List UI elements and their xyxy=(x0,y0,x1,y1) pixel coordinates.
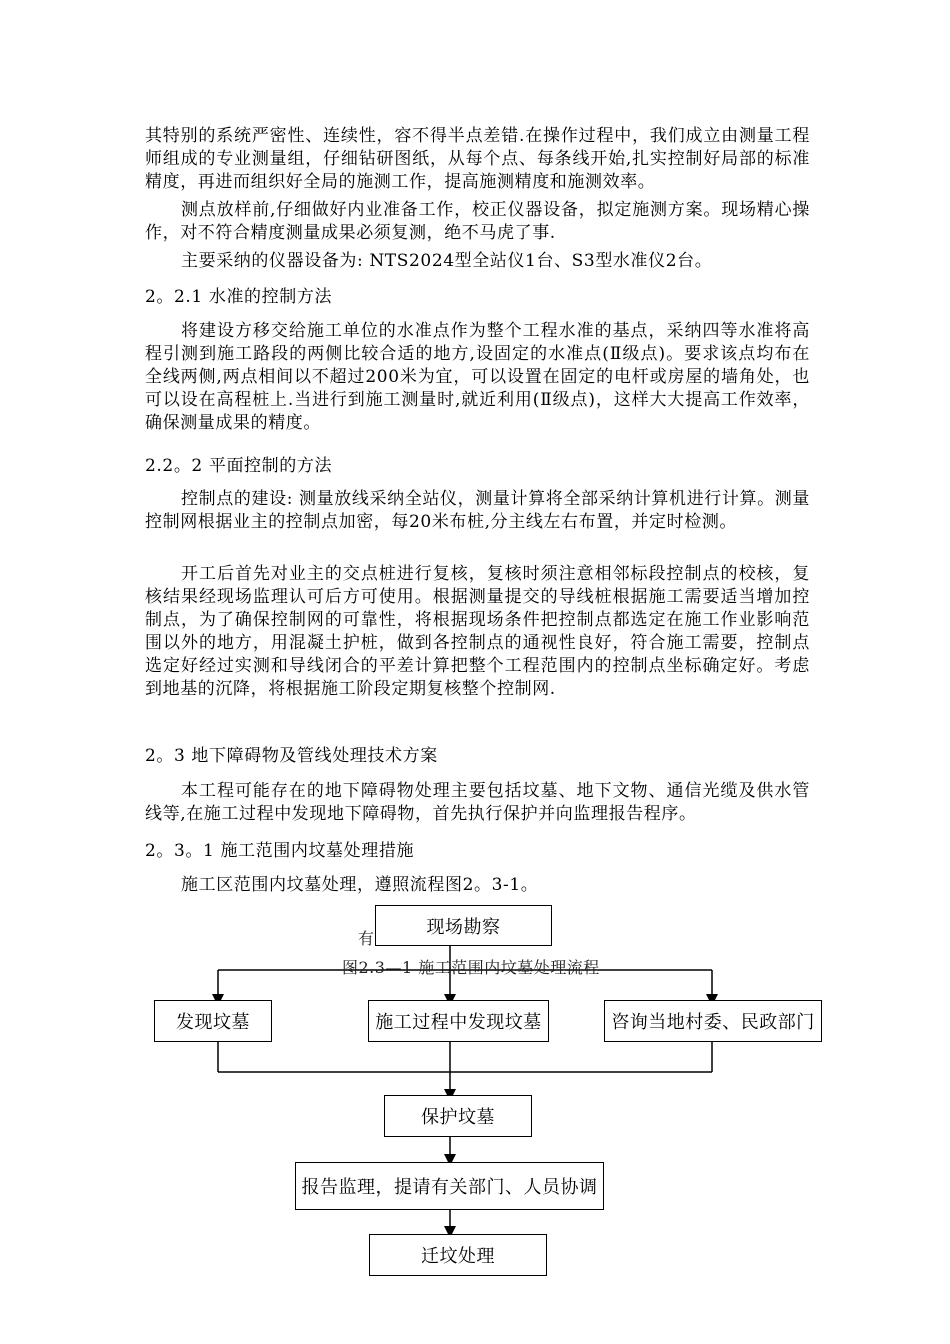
section-heading-2-2-1: 2。2.1 水准的控制方法 xyxy=(145,287,333,307)
node-consult-authorities: 咨询当地村委、民政部门 xyxy=(604,1000,822,1042)
figure-caption: 图2.3—1 施工范围内坟墓处理流程 xyxy=(342,958,600,977)
paragraph-5: 控制点的建设: 测量放线采纳全站仪，测量计算将全部采纳计算机进行计算。测量控制网根据业主的控制点加密，每20米布桩,分主线左右布置，并定时检测。 xyxy=(145,489,810,532)
node-report-supervision: 报告监理，提请有关部门、人员协调 xyxy=(295,1162,604,1210)
paragraph-6: 开工后首先对业主的交点桩进行复核，复核时须注意相邻标段控制点的校核，复核结果经现场监理认可后方可使用。根据测量提交的导线桩根据施工需要适当增加控制点，为了确保控制网的可靠性，将根据现场条件把控制点都选定在施工作业影响范围以外的地方，用混凝土护桩，做到各控制点的通视性良好，符合施工需要，控制点选定好经过实测和导线闭合的平差计算把整个工程范围内的控制点坐标确定好。考虑到地基的沉降，将根据施工阶段定期复核整个控制网. xyxy=(145,564,810,699)
paragraph-8: 施工区范围内坟墓处理，遵照流程图2。3-1。 xyxy=(181,875,539,895)
node-found-grave: 发现坟墓 xyxy=(154,1000,272,1042)
node-protect-grave: 保护坟墓 xyxy=(384,1095,532,1137)
paragraph-2: 测点放样前,仔细做好内业准备工作，校正仪器设备，拟定施测方案。现场精心操作，对不符合精度测量成果必须复测，绝不马虎了事. xyxy=(145,200,810,243)
node-relocate-grave: 迁坟处理 xyxy=(369,1234,547,1276)
section-heading-2-3: 2。3 地下障碍物及管线处理技术方案 xyxy=(145,746,438,766)
paragraph-7: 本工程可能存在的地下障碍物处理主要包括坟墓、地下文物、通信光缆及供水管线等,在施工过程中发现地下障碍物，首先执行保护并向监理报告程序。 xyxy=(145,781,810,824)
node-site-survey: 现场勘察 xyxy=(375,905,552,946)
section-heading-2-3-1: 2。3。1 施工范围内坟墓处理措施 xyxy=(145,841,415,861)
section-heading-2-2-2: 2.2。2 平面控制的方法 xyxy=(145,456,333,476)
paragraph-3: 主要采纳的仪器设备为: NTS2024型全站仪1台、S3型水准仪2台。 xyxy=(181,251,713,271)
node-found-during-construction: 施工过程中发现坟墓 xyxy=(368,1000,549,1042)
ghost-text: 有 xyxy=(358,929,375,948)
paragraph-4: 将建设方移交给施工单位的水准点作为整个工程水准的基点，采纳四等水准将高程引测到施工路段的两侧比较合适的地方,设固定的水准点(Ⅱ级点)。要求该点均布在全线两侧,两点相间以不超过200米为宜，可以设置在固定的电杆或房屋的墙角处，也可以设在高程桩上.当进行到施工测量时,就近利用(Ⅱ级点)，这样大大提高工作效率，确保测量成果的精度。 xyxy=(145,321,810,433)
paragraph-1: 其特别的系统严密性、连续性，容不得半点差错.在操作过程中，我们成立由测量工程师组成的专业测量组，仔细钻研图纸，从每个点、每条线开始,扎实控制好局部的标准精度，再进而组织好全局的施测工作，提高施测精度和施测效率。 xyxy=(145,126,810,192)
